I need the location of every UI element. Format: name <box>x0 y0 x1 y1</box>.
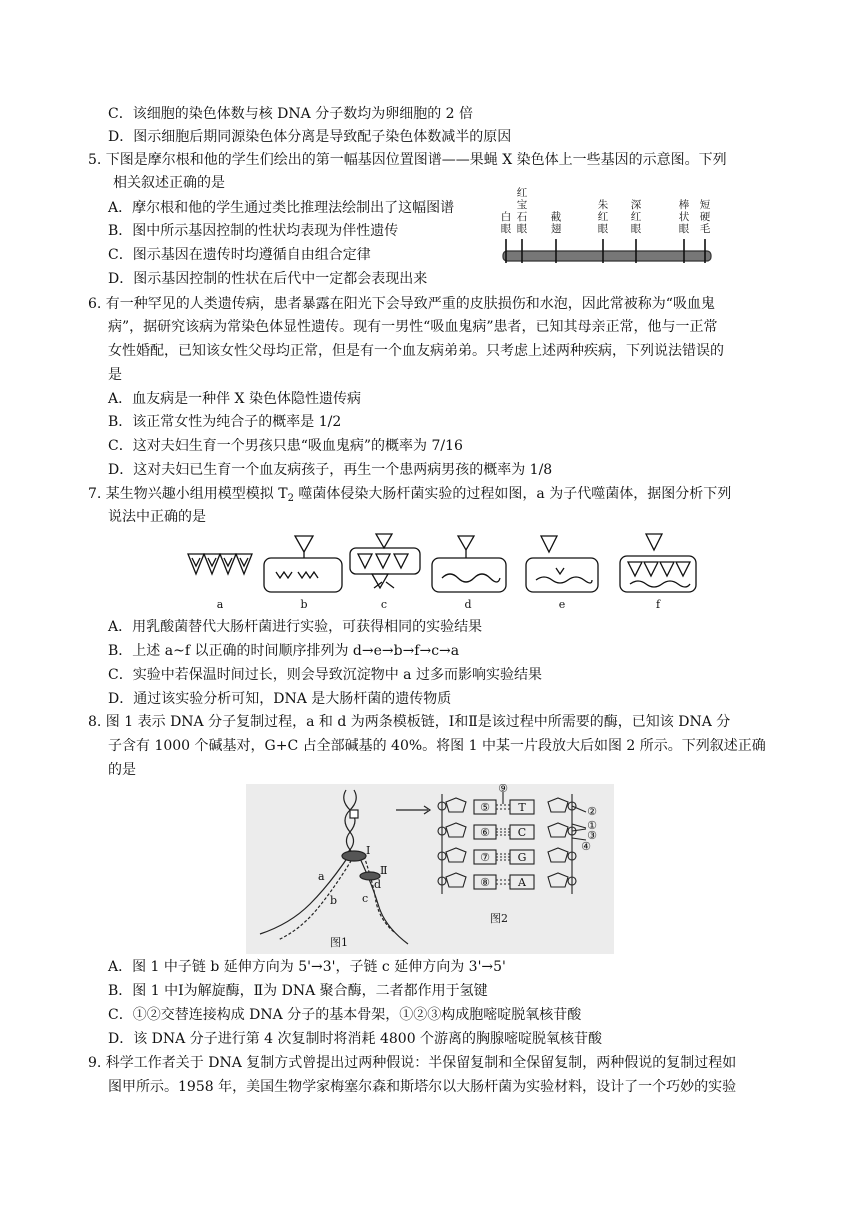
gene-carmine-eye-label: 深红眼 <box>630 199 642 235</box>
q7-label-d: d <box>464 598 472 611</box>
chain-label-d: d <box>374 878 382 891</box>
q6-stem-line1: 6. 有一种罕见的人类遗传病，患者暴露在阳光下会导致严重的皮肤损伤和水泡，因此常被称为“吸血鬼 <box>88 296 715 312</box>
q7-label-a: a <box>216 598 224 611</box>
q5-option-a: A．摩尔根和他的学生通过类比推理法绘制出了这幅图谱 <box>108 200 455 216</box>
q6-stem-line3: 女性婚配，已知该女性父母均正常，但是有一个血友病弟弟。只考虑上述两种疾病，下列说法错误的 <box>108 343 724 359</box>
gene-bar-eye-label: 棒状眼 <box>678 199 690 235</box>
q8-stem-line3: 的是 <box>108 762 136 778</box>
chain-label-c: c <box>362 892 369 905</box>
chain-label-a: a <box>318 870 325 883</box>
q6-option-a: A．血友病是一种伴 X 染色体隐性遗传病 <box>108 391 361 407</box>
q8-stem-line1: 8. 图 1 表示 DNA 分子复制过程，a 和 d 为两条模板链，Ⅰ和Ⅱ是该过程中所需要的酶，已知该 DNA 分 <box>88 714 731 730</box>
num-8: ⑧ <box>480 876 490 889</box>
q6-option-c: C．这对夫妇生育一个男孩只患“吸血鬼病”的概率为 7/16 <box>108 438 463 454</box>
q7-option-b: B．上述 a~f 以正确的时间顺序排列为 d→e→b→f→c→a <box>108 643 460 659</box>
q8-option-b: B．图 1 中Ⅰ为解旋酶，Ⅱ为 DNA 聚合酶，二者都作用于氢键 <box>108 983 488 999</box>
enzyme-1-shape <box>342 851 366 861</box>
base-a: A <box>518 876 526 889</box>
bacterium-e <box>526 536 598 592</box>
num-1: ① <box>587 819 597 832</box>
q8-dna-replication-figure <box>246 784 614 954</box>
q4-option-c: C．该细胞的染色体数与核 DNA 分子数均为卵细胞的 2 倍 <box>108 106 474 122</box>
enzyme-2-label: Ⅱ <box>380 864 388 877</box>
q7-stem-line2: 说法中正确的是 <box>108 509 206 525</box>
q7-phage-diagram <box>180 532 700 614</box>
gene-ruby-eye-label: 红宝石眼 <box>516 187 528 235</box>
figure-1-label: 图1 <box>330 936 348 949</box>
num-3: ③ <box>587 829 597 842</box>
gene-cut-wing-label: 截翅 <box>550 211 562 235</box>
enzyme-1-label: Ⅰ <box>366 844 371 857</box>
q8-stem-line2: 子含有 1000 个碱基对，G+C 占全部碱基的 40%。将图 1 中某一片段放大后如图 2 所示。下列叙述正确 <box>108 738 766 754</box>
gene-white-eye-label: 白眼 <box>500 211 512 235</box>
q6-stem-line2: 病”，据研究该病为常染色体显性遗传。现有一男性“吸血鬼病”患者，已知其母亲正常，他与一正常 <box>108 319 718 335</box>
phage-a-group <box>188 554 252 574</box>
q7-option-d: D．通过该实验分析可知，DNA 是大肠杆菌的遗传物质 <box>108 691 452 707</box>
base-g: G <box>517 851 527 864</box>
bacterium-b <box>264 536 342 592</box>
q7-label-e: e <box>558 598 566 611</box>
num-2: ② <box>587 805 597 818</box>
figure-2-label: 图2 <box>490 912 508 925</box>
q8-option-a: A．图 1 中子链 b 延伸方向为 5'→3'，子链 c 延伸方向为 3'→5' <box>108 959 506 975</box>
num-6: ⑥ <box>480 826 490 839</box>
q9-stem-line1: 9. 科学工作者关于 DNA 复制方式曾提出过两种假说：半保留复制和全保留复制，两种假说的复制过程如 <box>88 1055 737 1071</box>
q8-option-c: C．①②交替连接构成 DNA 分子的基本骨架，①②③构成胞嘧啶脱氧核苷酸 <box>108 1007 582 1023</box>
bacterium-c <box>350 534 420 588</box>
q7-stem-line1: 7. 某生物兴趣小组用模型模拟 $T_2$ 噬菌体侵染大肠杆菌实验的过程如图，a 为子代噬菌体，据图分析下列 <box>88 486 732 504</box>
chain-label-b: b <box>330 894 338 907</box>
q7-option-c: C．实验中若保温时间过长，则会导致沉淀物中 a 过多而影响实验结果 <box>108 667 542 683</box>
q9-stem-line2: 图甲所示。1958 年，美国生物学家梅塞尔森和斯塔尔以大肠杆菌为实验材料，设计了一个巧妙的实验 <box>108 1079 737 1095</box>
q7-label-b: b <box>300 598 308 611</box>
num-5: ⑤ <box>480 801 490 814</box>
num-9: ⑨ <box>498 784 508 795</box>
q7-label-c: c <box>380 598 388 611</box>
gene-short-bristle-label: 短硬毛 <box>699 199 711 235</box>
q6-stem-line4: 是 <box>108 367 122 383</box>
q5-option-c: C．图示基因在遗传时均遵循自由组合定律 <box>108 247 371 263</box>
q5-chromosome-map <box>495 183 720 268</box>
q7-option-a: A．用乳酸菌替代大肠杆菌进行实验，可获得相同的实验结果 <box>108 619 483 635</box>
gene-vermilion-eye-label: 朱红眼 <box>597 199 609 235</box>
q6-option-b: B．该正常女性为纯合子的概率是 1/2 <box>108 414 342 430</box>
base-t: T <box>518 801 526 814</box>
q5-stem-line2: 相关叙述正确的是 <box>113 175 225 191</box>
q5-stem-line1: 5. 下图是摩尔根和他的学生们绘出的第一幅基因位置图谱——果蝇 X 染色体上一些基因的示意图。下列 <box>88 152 727 168</box>
q5-option-d: D．图示基因控制的性状在后代中一定都会表现出来 <box>108 271 428 287</box>
num-7: ⑦ <box>480 851 490 864</box>
num-4: ④ <box>581 840 591 853</box>
q5-option-b: B．图中所示基因控制的性状均表现为伴性遗传 <box>108 223 399 239</box>
q7-label-f: f <box>655 598 661 611</box>
q6-option-d: D．这对夫妇已生育一个血友病孩子，再生一个患两病男孩的概率为 1/8 <box>108 462 553 478</box>
bacterium-d <box>432 536 506 592</box>
bacterium-f <box>620 534 696 592</box>
q4-option-d: D．图示细胞后期同源染色体分离是导致配子染色体数减半的原因 <box>108 129 512 145</box>
q8-option-d: D．该 DNA 分子进行第 4 次复制时将消耗 4800 个游离的胸腺嘧啶脱氧核苷酸 <box>108 1031 603 1047</box>
base-c: C <box>517 826 527 839</box>
